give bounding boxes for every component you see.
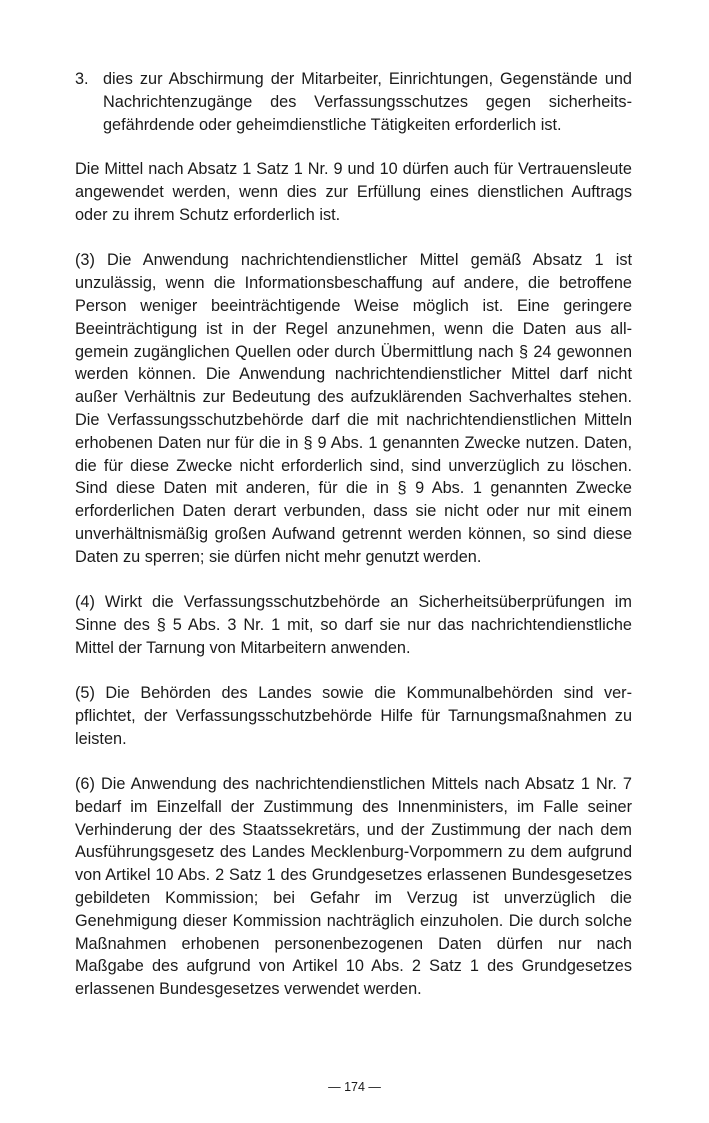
paragraph-4: (4) Wirkt die Verfassungsschutzbehörde an Sicherheitsüberprüfungen im Sinne des § 5 Abs. 3 Nr. 1 mit, so darf sie nur das nachrichtendienstliche Mittel der Tarnung von Mitarbeitern anwenden. xyxy=(75,593,632,657)
footer-dash-right: — xyxy=(368,1080,381,1094)
footer-dash-left: — xyxy=(328,1080,341,1094)
list-item-number: 3. xyxy=(75,70,89,88)
page-footer xyxy=(0,1080,709,1094)
paragraph-vertrauensleute: Die Mittel nach Absatz 1 Satz 1 Nr. 9 und 10 dürfen auch für Vertrauensleute angewendet werden, wenn dies zur Erfüllung eines dienstlichen Auftrags oder zu ihrem Schutz erforderlich ist. xyxy=(75,160,632,224)
paragraph-5: (5) Die Behörden des Landes sowie die Kommunalbehörden sind verpflichtet, der Verfassungsschutzbehörde Hilfe für Tarnungsmaßnahmen zu leisten. xyxy=(75,684,632,748)
page-number: 174 xyxy=(344,1080,365,1094)
paragraph-6: (6) Die Anwendung des nachrichtendienstlichen Mittels nach Absatz 1 Nr. 7 bedarf im Einzelfall der Zustimmung des Innenministers, im Falle seiner Verhinderung der des Staatssekretärs, und der Zustimmung der nach dem Ausführungsgesetz des Landes Mecklenburg-Vorpommern zu dem aufgrund von Artikel 10 Abs. 2 Satz 1 des Grundgesetzes erlassenen Bundesgesetzes gebildeten Kommission; bei Gefahr im Verzug ist unverzüglich die Genehmigung dieser Kommission nachträglich einzuholen. Die durch solche Maßnahmen erhobenen personenbezogenen Daten dürfen nur nach Maßgabe des aufgrund von Artikel 10 Abs. 2 Satz 1 des Grundgesetzes erlassenen Bundesgesetzes verwendet werden. xyxy=(75,775,632,999)
paragraph-3: (3) Die Anwendung nachrichtendienstlicher Mittel gemäß Absatz 1 ist unzulässig, wenn die Informationsbeschaffung auf andere, die betroffene Person weniger beeinträchtigende Weise möglich ist. Eine geringere Beeinträchtigung ist in der Regel anzunehmen, wenn die Daten aus allgemein zugänglichen Quellen oder durch Übermittlung nach § 24 gewonnen werden können. Die Anwendung nachrichtendienstlicher Mittel darf nicht außer Verhältnis zur Bedeutung des aufzuklärenden Sachverhaltes stehen. Die Verfassungsschutzbehörde darf die mit nachrichtendienstlichen Mitteln erhobenen Daten nur für die in § 9 Abs. 1 genannten Zwecke nutzen. Daten, die für diese Zwecke nicht erforderlich sind, sind unverzüglich zu löschen. Sind diese Daten mit anderen, für die in § 9 Abs. 1 genannten Zwecke erforderlichen Daten derart verbunden, dass sie nicht oder nur mit einem unverhältnismäßig großen Aufwand getrennt werden können, so sind diese Daten zu sperren; sie dürfen nicht mehr genutzt werden. xyxy=(75,251,632,566)
list-item-text: dies zur Abschirmung der Mitarbeiter, Einrichtungen, Gegenstände und Nachrichtenzugänge des Verfassungsschutzes gegen sicherheitsgefährdende oder geheimdienstliche Tätigkeiten erforderlich ist. xyxy=(103,70,632,134)
document-body xyxy=(75,68,632,1024)
list-item xyxy=(75,68,632,136)
